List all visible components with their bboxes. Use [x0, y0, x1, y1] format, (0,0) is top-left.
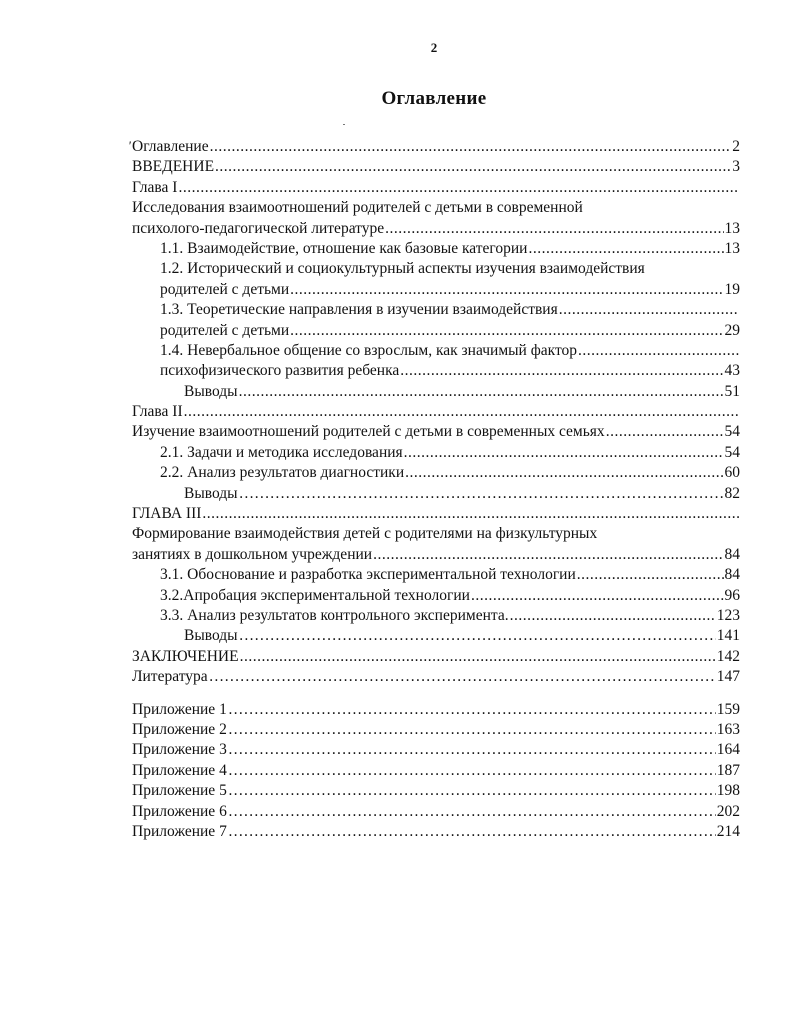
toc-entry-title: ВВЕДЕНИЕ	[132, 158, 215, 176]
toc-entry	[120, 484, 740, 504]
toc-entry	[120, 606, 740, 626]
toc-page-number: 54	[724, 423, 740, 441]
toc-dot-leader	[228, 761, 716, 781]
toc-entry	[120, 545, 740, 565]
toc-entry	[120, 137, 740, 157]
toc-page-number: 163	[716, 720, 740, 738]
toc-entry-title: Изучение взаимоотношений родителей с детьми в современных семьях	[132, 423, 605, 441]
toc-dot-leader	[578, 341, 739, 361]
toc-entry-title: ГЛАВА III	[132, 505, 202, 523]
toc-entry-title: Глава II	[132, 403, 183, 421]
toc-entry	[120, 157, 740, 177]
toc-entry-title: 3.3. Анализ результатов контрольного эксперимента.	[160, 606, 509, 624]
toc-dot-leader	[209, 667, 716, 687]
toc-entry-title: 3.2.Апробация экспериментальной технологии	[160, 586, 470, 604]
toc-page-number: 142	[716, 647, 740, 665]
toc-entry	[120, 361, 740, 381]
toc-dot-leader	[559, 300, 739, 320]
toc-entry	[120, 382, 740, 402]
toc-dot-leader	[528, 239, 723, 259]
toc-dot-leader	[373, 545, 723, 565]
toc-entry	[120, 402, 740, 422]
toc-entry-title: Приложение 1	[132, 700, 227, 718]
toc-entry-title: 2.2. Анализ результатов диагностики	[160, 464, 405, 482]
toc-dot-leader	[400, 361, 723, 381]
toc-dot-leader	[228, 822, 716, 842]
toc-entry	[120, 822, 740, 842]
toc-page-number: 123	[716, 606, 740, 624]
toc-entry	[120, 321, 740, 341]
toc-entry	[120, 720, 740, 740]
toc-page-number: 164	[716, 741, 740, 759]
toc-page-number: 29	[724, 321, 740, 339]
toc-page-number: 13	[724, 219, 740, 237]
toc-page-number: 13	[724, 239, 740, 257]
scan-mark	[343, 124, 345, 125]
toc-entry	[120, 667, 740, 687]
toc-page-number: 54	[724, 443, 740, 461]
toc-page-number: 141	[716, 627, 740, 645]
toc-dot-leader	[240, 647, 716, 667]
toc-entry-title: психолого-педагогической литературе	[132, 219, 385, 237]
toc-entry	[120, 626, 740, 646]
toc-dot-leader	[210, 137, 732, 157]
page-title: Оглавление	[381, 88, 487, 109]
toc-page-number: 3	[732, 158, 740, 176]
toc-entry-title: Приложение 2	[132, 720, 227, 738]
toc-dot-leader	[404, 443, 724, 463]
toc-entry	[120, 280, 740, 300]
toc-dot-leader	[228, 802, 716, 822]
toc-dot-leader	[228, 740, 716, 760]
toc-dot-leader	[239, 484, 724, 504]
toc-entry	[120, 700, 740, 720]
page-number: 2	[430, 40, 438, 55]
toc-entry-title: Приложение 4	[132, 761, 227, 779]
toc-entry	[120, 524, 740, 544]
toc-entry-title: 1.4. Невербальное общение со взрослым, как значимый фактор	[160, 341, 578, 359]
toc-entry	[120, 178, 740, 198]
toc-entry-title: Приложение 7	[132, 822, 227, 840]
toc-entry-title: занятиях в дошкольном учреждении	[132, 545, 373, 563]
toc-entry	[120, 300, 740, 320]
toc-dot-leader	[471, 586, 724, 606]
toc-dot-leader	[215, 157, 731, 177]
toc-page-number: 19	[724, 280, 740, 298]
toc-page-number: 198	[716, 782, 740, 800]
toc-page-number: 214	[716, 822, 740, 840]
toc-entry-title: родителей с детьми	[160, 280, 290, 298]
toc-dot-leader	[228, 720, 716, 740]
toc-page-number: 43	[724, 362, 740, 380]
toc-page-number: 96	[724, 586, 740, 604]
toc-page-number: 60	[724, 464, 740, 482]
toc-dot-leader	[290, 321, 723, 341]
toc-entry-title: Приложение 3	[132, 741, 227, 759]
toc-dot-leader	[405, 463, 723, 483]
toc-entry	[120, 802, 740, 822]
toc-entry-title: психофизического развития ребенка	[160, 362, 400, 380]
toc-entry-title: Формирование взаимодействия детей с родителями на физкультурных	[132, 525, 598, 543]
toc-entry	[120, 463, 740, 483]
toc-dot-leader	[184, 402, 739, 422]
toc-entry-title: 1.1. Взаимодействие, отношение как базовые категории	[160, 239, 528, 257]
toc-page-number: 82	[724, 484, 740, 502]
toc-entry	[120, 647, 740, 667]
toc-entry	[120, 565, 740, 585]
toc-entry-title: Приложение 5	[132, 782, 227, 800]
toc-entry	[120, 740, 740, 760]
toc-entry	[120, 443, 740, 463]
toc-dot-leader	[202, 504, 739, 524]
toc-entry	[120, 761, 740, 781]
toc-entry	[120, 504, 740, 524]
toc-entry	[120, 239, 740, 259]
toc-entry-title: 1.2. Исторический и социокультурный аспекты изучения взаимодействия	[160, 260, 645, 278]
toc-entry-title: Литература	[132, 668, 208, 686]
toc-dot-leader	[239, 382, 724, 402]
toc-dot-leader	[385, 219, 723, 239]
toc-dot-leader	[228, 781, 716, 801]
toc-entry-title: ЗАКЛЮЧЕНИЕ	[132, 647, 239, 665]
toc-dot-leader	[577, 565, 724, 585]
toc-entry-title: Выводы	[184, 484, 238, 502]
toc-entry	[120, 259, 740, 279]
toc-dot-leader	[178, 178, 739, 198]
toc-entry	[120, 781, 740, 801]
table-of-contents	[120, 137, 740, 842]
toc-entry	[120, 219, 740, 239]
scan-apostrophe: '	[128, 138, 131, 153]
toc-entry	[120, 422, 740, 442]
toc-dot-leader	[228, 700, 716, 720]
toc-entry	[120, 586, 740, 606]
toc-page-number: 187	[716, 761, 740, 779]
toc-dot-leader	[290, 280, 723, 300]
toc-entry-title: Приложение 6	[132, 802, 227, 820]
toc-entry-title: 2.1. Задачи и методика исследования	[160, 443, 403, 461]
toc-entry-title: Оглавление	[132, 138, 209, 155]
toc-entry	[120, 341, 740, 361]
toc-entry-title: Глава I	[132, 178, 178, 196]
toc-page-number: 84	[724, 566, 740, 584]
toc-page-number: 51	[724, 382, 740, 400]
toc-entry-title: 3.1. Обоснование и разработка экспериментальной технологии	[160, 566, 576, 584]
toc-entry-title: Выводы	[184, 627, 238, 645]
toc-entry-title: 1.3. Теоретические направления в изучении взаимодействия	[160, 301, 558, 319]
toc-page-number: 147	[716, 668, 740, 686]
toc-page-number: 159	[716, 700, 740, 718]
toc-page-number: 2	[732, 138, 740, 155]
toc-dot-leader	[606, 422, 724, 442]
toc-entry-title: Выводы	[184, 382, 238, 400]
toc-dot-leader	[510, 606, 716, 626]
toc-dot-leader	[239, 626, 716, 646]
toc-entry-title: родителей с детьми	[160, 321, 290, 339]
section-gap	[120, 688, 740, 700]
toc-entry-title: Исследования взаимоотношений родителей с детьми в современной	[132, 199, 583, 217]
toc-entry	[120, 198, 740, 218]
toc-page-number: 202	[716, 802, 740, 820]
toc-page-number: 84	[724, 545, 740, 563]
